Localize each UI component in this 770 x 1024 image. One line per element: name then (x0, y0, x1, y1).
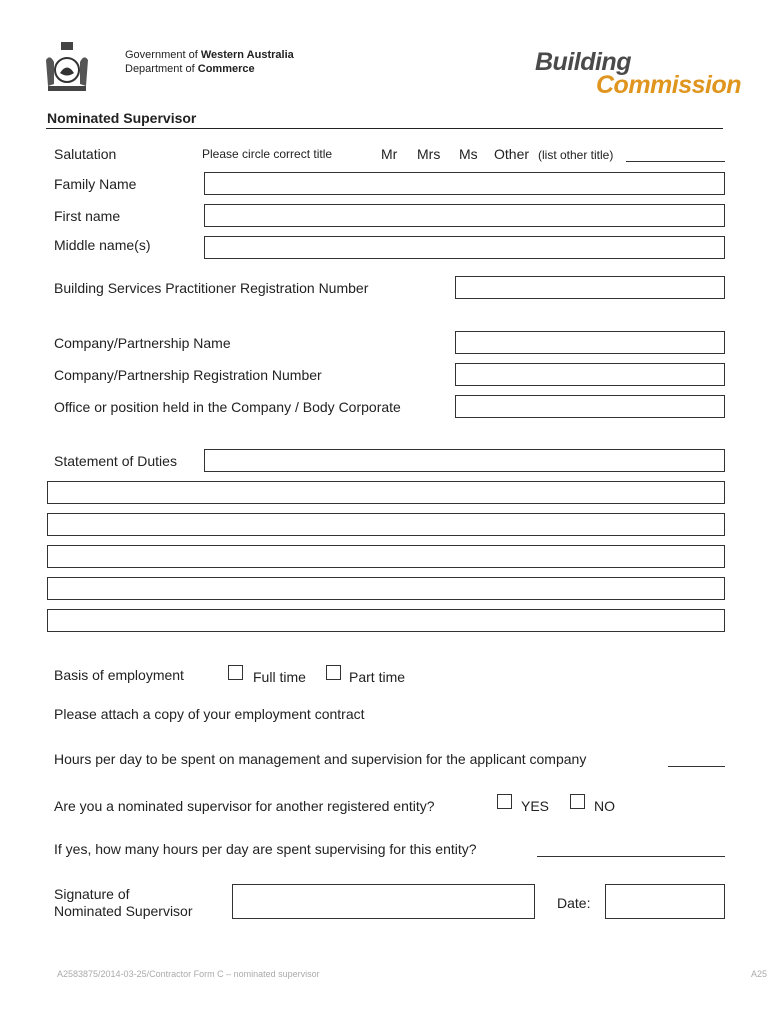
registration-number-label: Building Services Practitioner Registration Number (54, 280, 369, 296)
duties-line-5[interactable] (47, 609, 725, 632)
office-position-label: Office or position held in the Company / Body Corporate (54, 399, 401, 415)
employment-basis-label: Basis of employment (54, 667, 184, 683)
no-checkbox[interactable] (570, 794, 585, 809)
middle-names-label: Middle name(s) (54, 237, 151, 253)
office-position-field[interactable] (455, 395, 725, 418)
department-line: Department of Commerce (125, 63, 255, 75)
duties-line-3[interactable] (47, 545, 725, 568)
logo-word-commission: Commission (596, 71, 742, 99)
building-commission-logo (535, 48, 742, 100)
other-entity-question: Are you a nominated supervisor for another registered entity? (54, 798, 435, 814)
if-yes-answer-line[interactable] (537, 856, 725, 857)
duties-line-4[interactable] (47, 577, 725, 600)
registration-number-field[interactable] (455, 276, 725, 299)
statement-of-duties-label: Statement of Duties (54, 453, 177, 469)
logo-word-building: Building (535, 48, 631, 76)
duties-line-2[interactable] (47, 513, 725, 536)
if-yes-question: If yes, how many hours per day are spent supervising for this entity? (54, 841, 477, 857)
section-title: Nominated Supervisor (47, 110, 197, 126)
signature-label-line2: Nominated Supervisor (54, 903, 193, 919)
family-name-field[interactable] (204, 172, 725, 195)
footer-page-code: A25 (751, 969, 768, 979)
full-time-label: Full time (253, 669, 306, 685)
first-name-label: First name (54, 208, 121, 224)
statement-of-duties-field[interactable] (204, 449, 725, 472)
hours-question: Hours per day to be spent on management and supervision for the applicant company (54, 751, 587, 767)
no-label: NO (594, 798, 615, 814)
first-name-field[interactable] (204, 204, 725, 227)
duties-line-1[interactable] (47, 481, 725, 504)
footer-reference: A2583875/2014-03-25/Contractor Form C – nominated supervisor (57, 969, 320, 979)
hours-answer-line[interactable] (668, 766, 725, 767)
salutation-hint: Please circle correct title (202, 147, 333, 161)
wa-crest-logo (42, 40, 92, 96)
family-name-label: Family Name (54, 176, 137, 192)
attach-contract-note: Please attach a copy of your employment contract (54, 706, 365, 722)
date-field[interactable] (605, 884, 725, 919)
part-time-label: Part time (349, 669, 406, 685)
company-reg-number-label: Company/Partnership Registration Number (54, 367, 322, 383)
company-name-label: Company/Partnership Name (54, 335, 231, 351)
middle-names-field[interactable] (204, 236, 725, 259)
salutation-other-hint: (list other title) (538, 148, 614, 162)
yes-checkbox[interactable] (497, 794, 512, 809)
full-time-checkbox[interactable] (228, 665, 243, 680)
other-title-line[interactable] (626, 161, 725, 162)
salutation-option-ms[interactable]: Ms (459, 146, 478, 162)
date-label: Date: (557, 895, 591, 911)
salutation-option-other[interactable]: Other (494, 146, 530, 162)
salutation-option-mr[interactable]: Mr (381, 146, 398, 162)
government-line: Government of Western Australia (125, 49, 294, 61)
company-reg-number-field[interactable] (455, 363, 725, 386)
signature-label-line1: Signature of (54, 886, 130, 902)
salutation-option-mrs[interactable]: Mrs (417, 146, 441, 162)
part-time-checkbox[interactable] (326, 665, 341, 680)
company-name-field[interactable] (455, 331, 725, 354)
salutation-label: Salutation (54, 146, 117, 162)
yes-label: YES (521, 798, 550, 814)
section-divider (46, 128, 723, 129)
signature-field[interactable] (232, 884, 535, 919)
